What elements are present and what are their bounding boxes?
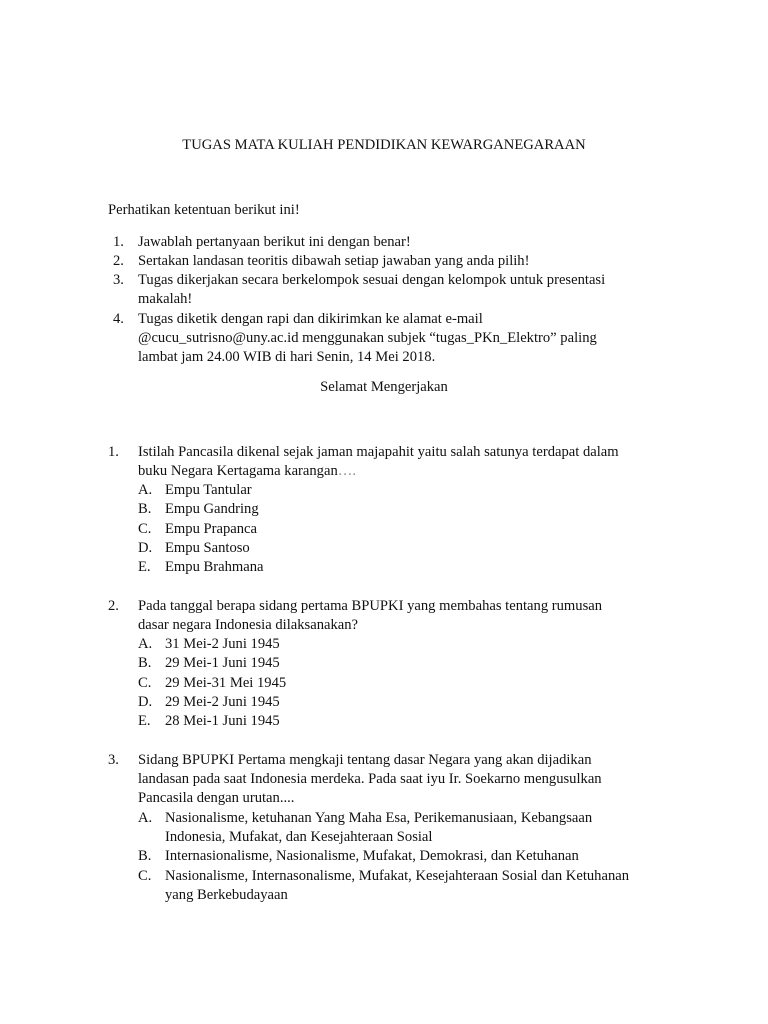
question-text: Pancasila dengan urutan.... (138, 790, 295, 806)
option-text: Empu Tantular (165, 482, 252, 498)
instructions-intro: Perhatikan ketentuan berikut ini! (108, 202, 300, 218)
question-ellipsis: …. (337, 463, 357, 479)
option-letter: B. (138, 848, 152, 864)
option-letter: E. (138, 713, 151, 729)
option-letter: D. (138, 694, 153, 710)
option-letter: A. (138, 810, 153, 826)
question-text: buku Negara Kertagama karangan (138, 463, 338, 479)
question-text: Sidang BPUPKI Pertama mengkaji tentang dasar Negara yang akan dijadikan (138, 752, 592, 768)
option-letter: E. (138, 559, 151, 575)
rule-number: 2. (113, 253, 124, 269)
question-text: Pada tanggal berapa sidang pertama BPUPKI yang membahas tentang rumusan (138, 598, 603, 614)
question-text: landasan pada saat Indonesia merdeka. Pada saat iyu Ir. Soekarno mengusulkan (138, 771, 602, 787)
rule-text: lambat jam 24.00 WIB di hari Senin, 14 Mei 2018. (138, 349, 436, 365)
option-letter: C. (138, 868, 152, 884)
option-text: Internasionalisme, Nasionalisme, Mufakat, Demokrasi, dan Ketuhanan (165, 848, 579, 864)
rule-number: 4. (113, 311, 124, 327)
option-text: Nasionalisme, Internasonalisme, Mufakat, Kesejahteraan Sosial dan Ketuhanan (165, 868, 630, 884)
option-text: 31 Mei-2 Juni 1945 (165, 636, 280, 652)
rule-number: 3. (113, 272, 124, 288)
question-number: 3. (108, 752, 119, 768)
closing-greeting: Selamat Mengerjakan (320, 379, 448, 395)
option-text: 28 Mei-1 Juni 1945 (165, 713, 280, 729)
option-letter: A. (138, 482, 153, 498)
rule-text: Jawablah pertanyaan berikut ini dengan benar! (138, 234, 411, 250)
rule-text: Sertakan landasan teoritis dibawah setiap jawaban yang anda pilih! (138, 253, 530, 269)
option-text: yang Berkebudayaan (165, 887, 288, 903)
option-text: Nasionalisme, ketuhanan Yang Maha Esa, Perikemanusiaan, Kebangsaan (165, 810, 593, 826)
option-letter: B. (138, 655, 152, 671)
option-text: Empu Santoso (165, 540, 250, 556)
question-text: Istilah Pancasila dikenal sejak jaman majapahit yaitu salah satunya terdapat dalam (138, 444, 619, 460)
option-text: 29 Mei-2 Juni 1945 (165, 694, 280, 710)
option-letter: C. (138, 521, 152, 537)
option-text: Empu Gandring (165, 501, 259, 517)
document-title: TUGAS MATA KULIAH PENDIDIKAN KEWARGANEGARAAN (182, 137, 586, 153)
question-text-line (138, 462, 356, 481)
option-letter: C. (138, 675, 152, 691)
question-number: 1. (108, 444, 119, 460)
rule-text: @cucu_sutrisno@uny.ac.id menggunakan subjek “tugas_PKn_Elektro” paling (138, 330, 597, 346)
rule-text: makalah! (138, 291, 193, 307)
rule-number: 1. (113, 234, 124, 250)
option-letter: A. (138, 636, 153, 652)
option-text: 29 Mei-1 Juni 1945 (165, 655, 280, 671)
rule-text: Tugas dikerjakan secara berkelompok sesuai dengan kelompok untuk presentasi (138, 272, 606, 288)
option-letter: B. (138, 501, 152, 517)
option-text: Indonesia, Mufakat, dan Kesejahteraan Sosial (165, 829, 433, 845)
question-text: dasar negara Indonesia dilaksanakan? (138, 617, 359, 633)
rule-text: Tugas diketik dengan rapi dan dikirimkan ke alamat e-mail (138, 311, 483, 327)
option-text: Empu Brahmana (165, 559, 264, 575)
option-letter: D. (138, 540, 153, 556)
question-number: 2. (108, 598, 119, 614)
option-text: 29 Mei-31 Mei 1945 (165, 675, 287, 691)
option-text: Empu Prapanca (165, 521, 257, 537)
